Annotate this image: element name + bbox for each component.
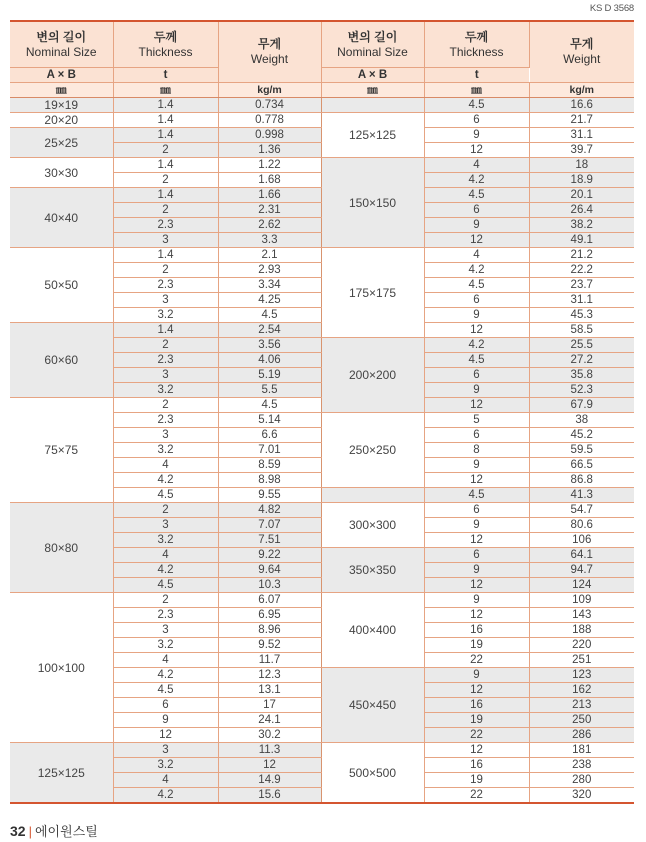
right-thickness-cell: 4.5 [424,188,529,203]
left-thickness-cell: 3 [113,293,218,308]
right-thickness-cell: 12 [424,473,529,488]
left-thickness-cell: 4.2 [113,563,218,578]
left-weight-cell: 4.5 [218,398,321,413]
right-weight-cell: 18 [529,158,634,173]
left-thickness-cell: 9 [113,713,218,728]
right-weight-cell: 109 [529,593,634,608]
right-thickness-cell: 4 [424,158,529,173]
right-weight-cell: 26.4 [529,203,634,218]
right-weight-cell: 16.6 [529,98,634,113]
left-thickness-cell: 2.3 [113,278,218,293]
left-weight-cell: 8.98 [218,473,321,488]
left-size-cell: 40×40 [10,188,113,248]
right-weight-cell: 45.3 [529,308,634,323]
right-size-cell: 400×400 [321,593,424,668]
right-weight-cell: 21.7 [529,113,634,128]
right-thickness-cell: 12 [424,608,529,623]
right-thickness-cell: 9 [424,593,529,608]
left-thickness-cell: 4.5 [113,488,218,503]
right-thickness-cell: 12 [424,323,529,338]
left-weight-cell: 17 [218,698,321,713]
right-thickness-cell: 16 [424,758,529,773]
left-thickness-cell: 4.2 [113,473,218,488]
right-weight-cell: 52.3 [529,383,634,398]
unit-right-size: ㎜ [321,83,424,98]
right-thickness-cell: 4.2 [424,263,529,278]
left-weight-cell: 4.06 [218,353,321,368]
left-weight-cell: 1.66 [218,188,321,203]
left-thickness-cell: 3 [113,233,218,248]
left-weight-cell: 1.36 [218,143,321,158]
left-thickness-cell: 1.4 [113,188,218,203]
left-weight-cell: 2.62 [218,218,321,233]
left-thickness-cell: 3 [113,428,218,443]
right-thickness-cell: 4 [424,248,529,263]
left-weight-cell: 3.56 [218,338,321,353]
unit-left-size: ㎜ [10,83,113,98]
left-thickness-cell: 3.2 [113,443,218,458]
right-thickness-cell: 9 [424,563,529,578]
right-weight-cell: 251 [529,653,634,668]
left-weight-cell: 7.01 [218,443,321,458]
left-thickness-cell: 3.2 [113,383,218,398]
right-thickness-cell: 16 [424,698,529,713]
left-weight-cell: 4.25 [218,293,321,308]
left-thickness-cell: 1.4 [113,323,218,338]
right-weight-cell: 250 [529,713,634,728]
right-thickness-cell: 4.5 [424,488,529,503]
left-thickness-cell: 4 [113,653,218,668]
left-size-cell: 80×80 [10,503,113,593]
subheader-right-thickness: t [424,68,529,83]
left-weight-cell: 9.55 [218,488,321,503]
right-thickness-cell: 12 [424,143,529,158]
left-thickness-cell: 3 [113,623,218,638]
right-weight-cell: 38.2 [529,218,634,233]
page-footer [10,821,98,840]
left-thickness-cell: 4.5 [113,578,218,593]
specification-table [10,20,634,804]
left-size-cell: 30×30 [10,158,113,188]
right-weight-cell: 162 [529,683,634,698]
right-weight-cell: 80.6 [529,518,634,533]
right-weight-cell: 94.7 [529,563,634,578]
right-weight-cell: 45.2 [529,428,634,443]
left-size-cell: 75×75 [10,398,113,503]
subheader-left-size: A × B [10,68,113,83]
left-weight-cell: 4.5 [218,308,321,323]
subheader-right-size: A × B [321,68,424,83]
table-row [10,158,634,173]
unit-right-weight: kg/m [529,83,634,98]
right-thickness-cell: 8 [424,443,529,458]
unit-row [10,83,634,98]
right-size-cell: 200×200 [321,338,424,413]
right-weight-cell: 181 [529,743,634,758]
left-thickness-cell: 4.2 [113,788,218,804]
right-weight-cell: 213 [529,698,634,713]
left-weight-cell: 7.07 [218,518,321,533]
left-weight-cell: 30.2 [218,728,321,743]
right-size-cell: 250×250 [321,413,424,488]
right-thickness-cell: 5 [424,413,529,428]
left-weight-cell: 4.82 [218,503,321,518]
left-weight-cell: 6.07 [218,593,321,608]
right-weight-cell: 27.2 [529,353,634,368]
left-thickness-cell: 2.3 [113,218,218,233]
right-weight-cell: 66.5 [529,458,634,473]
header-left-size: 변의 길이 Nominal Size [10,21,113,68]
right-weight-cell: 39.7 [529,143,634,158]
left-size-cell: 60×60 [10,323,113,398]
left-weight-cell: 11.7 [218,653,321,668]
left-thickness-cell: 2 [113,263,218,278]
right-thickness-cell: 9 [424,218,529,233]
right-size-cell: 350×350 [321,548,424,593]
right-weight-cell: 41.3 [529,488,634,503]
left-thickness-cell: 12 [113,728,218,743]
table-row [10,98,634,113]
header-right-thickness: 두께 Thickness [424,21,529,68]
right-thickness-cell: 4.5 [424,278,529,293]
table-body [10,98,634,804]
left-thickness-cell: 2 [113,143,218,158]
right-weight-cell: 21.2 [529,248,634,263]
right-thickness-cell: 4.2 [424,338,529,353]
right-thickness-cell: 19 [424,773,529,788]
right-size-cell [321,488,424,503]
right-weight-cell: 220 [529,638,634,653]
left-thickness-cell: 1.4 [113,128,218,143]
left-thickness-cell: 1.4 [113,113,218,128]
left-weight-cell: 5.5 [218,383,321,398]
left-thickness-cell: 4.2 [113,668,218,683]
left-weight-cell: 9.64 [218,563,321,578]
right-thickness-cell: 22 [424,788,529,804]
left-size-cell: 25×25 [10,128,113,158]
page-number: 32 [10,823,26,839]
footer-separator: | [28,824,32,839]
right-thickness-cell: 9 [424,308,529,323]
table-row [10,113,634,128]
right-thickness-cell: 6 [424,428,529,443]
left-weight-cell: 12 [218,758,321,773]
right-size-cell: 150×150 [321,158,424,248]
left-thickness-cell: 2 [113,398,218,413]
left-weight-cell: 8.96 [218,623,321,638]
right-thickness-cell: 12 [424,233,529,248]
right-thickness-cell: 4.2 [424,173,529,188]
right-weight-cell: 280 [529,773,634,788]
right-thickness-cell: 9 [424,128,529,143]
header-left-thickness: 두께 Thickness [113,21,218,68]
left-weight-cell: 2.93 [218,263,321,278]
right-thickness-cell: 6 [424,368,529,383]
unit-left-thickness: ㎜ [113,83,218,98]
left-weight-cell: 15.6 [218,788,321,804]
left-weight-cell: 6.95 [218,608,321,623]
right-weight-cell: 143 [529,608,634,623]
right-size-cell: 450×450 [321,668,424,743]
right-weight-cell: 35.8 [529,368,634,383]
right-thickness-cell: 9 [424,458,529,473]
left-thickness-cell: 3 [113,518,218,533]
table-row [10,593,634,608]
right-size-cell [321,98,424,113]
right-weight-cell: 320 [529,788,634,804]
left-weight-cell: 3.34 [218,278,321,293]
left-weight-cell: 7.51 [218,533,321,548]
left-weight-cell: 6.6 [218,428,321,443]
right-size-cell: 125×125 [321,113,424,158]
right-thickness-cell: 6 [424,203,529,218]
right-thickness-cell: 19 [424,713,529,728]
left-thickness-cell: 3 [113,368,218,383]
right-thickness-cell: 16 [424,623,529,638]
table-row [10,248,634,263]
right-weight-cell: 22.2 [529,263,634,278]
left-thickness-cell: 3.2 [113,758,218,773]
right-thickness-cell: 9 [424,518,529,533]
right-weight-cell: 188 [529,623,634,638]
right-weight-cell: 124 [529,578,634,593]
left-weight-cell: 10.3 [218,578,321,593]
right-size-cell: 500×500 [321,743,424,804]
left-thickness-cell: 4 [113,548,218,563]
right-thickness-cell: 4.5 [424,353,529,368]
header-right-weight: 무게 Weight [529,21,634,83]
left-weight-cell: 1.68 [218,173,321,188]
left-weight-cell: 5.19 [218,368,321,383]
left-thickness-cell: 6 [113,698,218,713]
right-weight-cell: 54.7 [529,503,634,518]
left-weight-cell: 1.22 [218,158,321,173]
left-weight-cell: 14.9 [218,773,321,788]
unit-left-weight: kg/m [218,83,321,98]
right-thickness-cell: 4.5 [424,98,529,113]
left-weight-cell: 8.59 [218,458,321,473]
right-thickness-cell: 12 [424,578,529,593]
left-thickness-cell: 3.2 [113,533,218,548]
left-weight-cell: 11.3 [218,743,321,758]
right-weight-cell: 18.9 [529,173,634,188]
left-size-cell: 100×100 [10,593,113,743]
left-thickness-cell: 4.5 [113,683,218,698]
right-weight-cell: 106 [529,533,634,548]
right-weight-cell: 25.5 [529,338,634,353]
left-weight-cell: 5.14 [218,413,321,428]
left-weight-cell: 0.998 [218,128,321,143]
right-thickness-cell: 6 [424,503,529,518]
left-thickness-cell: 2 [113,203,218,218]
left-weight-cell: 9.22 [218,548,321,563]
right-thickness-cell: 22 [424,653,529,668]
standard-code: KS D 3568 [589,3,634,14]
left-weight-cell: 2.1 [218,248,321,263]
left-size-cell: 125×125 [10,743,113,804]
left-thickness-cell: 2.3 [113,353,218,368]
right-weight-cell: 49.1 [529,233,634,248]
right-thickness-cell: 22 [424,728,529,743]
right-thickness-cell: 6 [424,293,529,308]
left-thickness-cell: 2 [113,173,218,188]
right-weight-cell: 86.8 [529,473,634,488]
left-weight-cell: 0.734 [218,98,321,113]
right-thickness-cell: 6 [424,548,529,563]
right-weight-cell: 31.1 [529,128,634,143]
left-thickness-cell: 1.4 [113,248,218,263]
left-thickness-cell: 1.4 [113,158,218,173]
right-weight-cell: 123 [529,668,634,683]
right-thickness-cell: 6 [424,113,529,128]
right-thickness-cell: 12 [424,683,529,698]
right-thickness-cell: 19 [424,638,529,653]
table-row [10,503,634,518]
right-weight-cell: 286 [529,728,634,743]
left-thickness-cell: 3.2 [113,308,218,323]
left-thickness-cell: 3.2 [113,638,218,653]
right-weight-cell: 23.7 [529,278,634,293]
company-name: 에이원스틸 [34,824,98,839]
right-size-cell: 175×175 [321,248,424,338]
header-left-weight: 무게 Weight [218,21,321,83]
left-thickness-cell: 1.4 [113,98,218,113]
table-row [10,743,634,758]
right-thickness-cell: 9 [424,668,529,683]
right-thickness-cell: 9 [424,383,529,398]
left-weight-cell: 2.31 [218,203,321,218]
right-thickness-cell: 12 [424,743,529,758]
left-thickness-cell: 2 [113,503,218,518]
right-weight-cell: 238 [529,758,634,773]
right-weight-cell: 58.5 [529,323,634,338]
right-weight-cell: 31.1 [529,293,634,308]
left-weight-cell: 24.1 [218,713,321,728]
left-thickness-cell: 3 [113,743,218,758]
left-weight-cell: 13.1 [218,683,321,698]
left-size-cell: 19×19 [10,98,113,113]
subheader-left-thickness: t [113,68,218,83]
left-size-cell: 50×50 [10,248,113,323]
left-thickness-cell: 2 [113,593,218,608]
right-weight-cell: 38 [529,413,634,428]
left-weight-cell: 12.3 [218,668,321,683]
right-weight-cell: 67.9 [529,398,634,413]
left-weight-cell: 2.54 [218,323,321,338]
left-thickness-cell: 2.3 [113,608,218,623]
left-thickness-cell: 2.3 [113,413,218,428]
left-weight-cell: 3.3 [218,233,321,248]
left-weight-cell: 9.52 [218,638,321,653]
left-size-cell: 20×20 [10,113,113,128]
right-thickness-cell: 12 [424,398,529,413]
header-right-size: 변의 길이 Nominal Size [321,21,424,68]
right-weight-cell: 64.1 [529,548,634,563]
left-weight-cell: 0.778 [218,113,321,128]
right-weight-cell: 20.1 [529,188,634,203]
right-thickness-cell: 12 [424,533,529,548]
right-size-cell: 300×300 [321,503,424,548]
unit-right-thickness: ㎜ [424,83,529,98]
right-weight-cell: 59.5 [529,443,634,458]
header-row [10,21,634,68]
left-thickness-cell: 2 [113,338,218,353]
left-thickness-cell: 4 [113,773,218,788]
left-thickness-cell: 4 [113,458,218,473]
